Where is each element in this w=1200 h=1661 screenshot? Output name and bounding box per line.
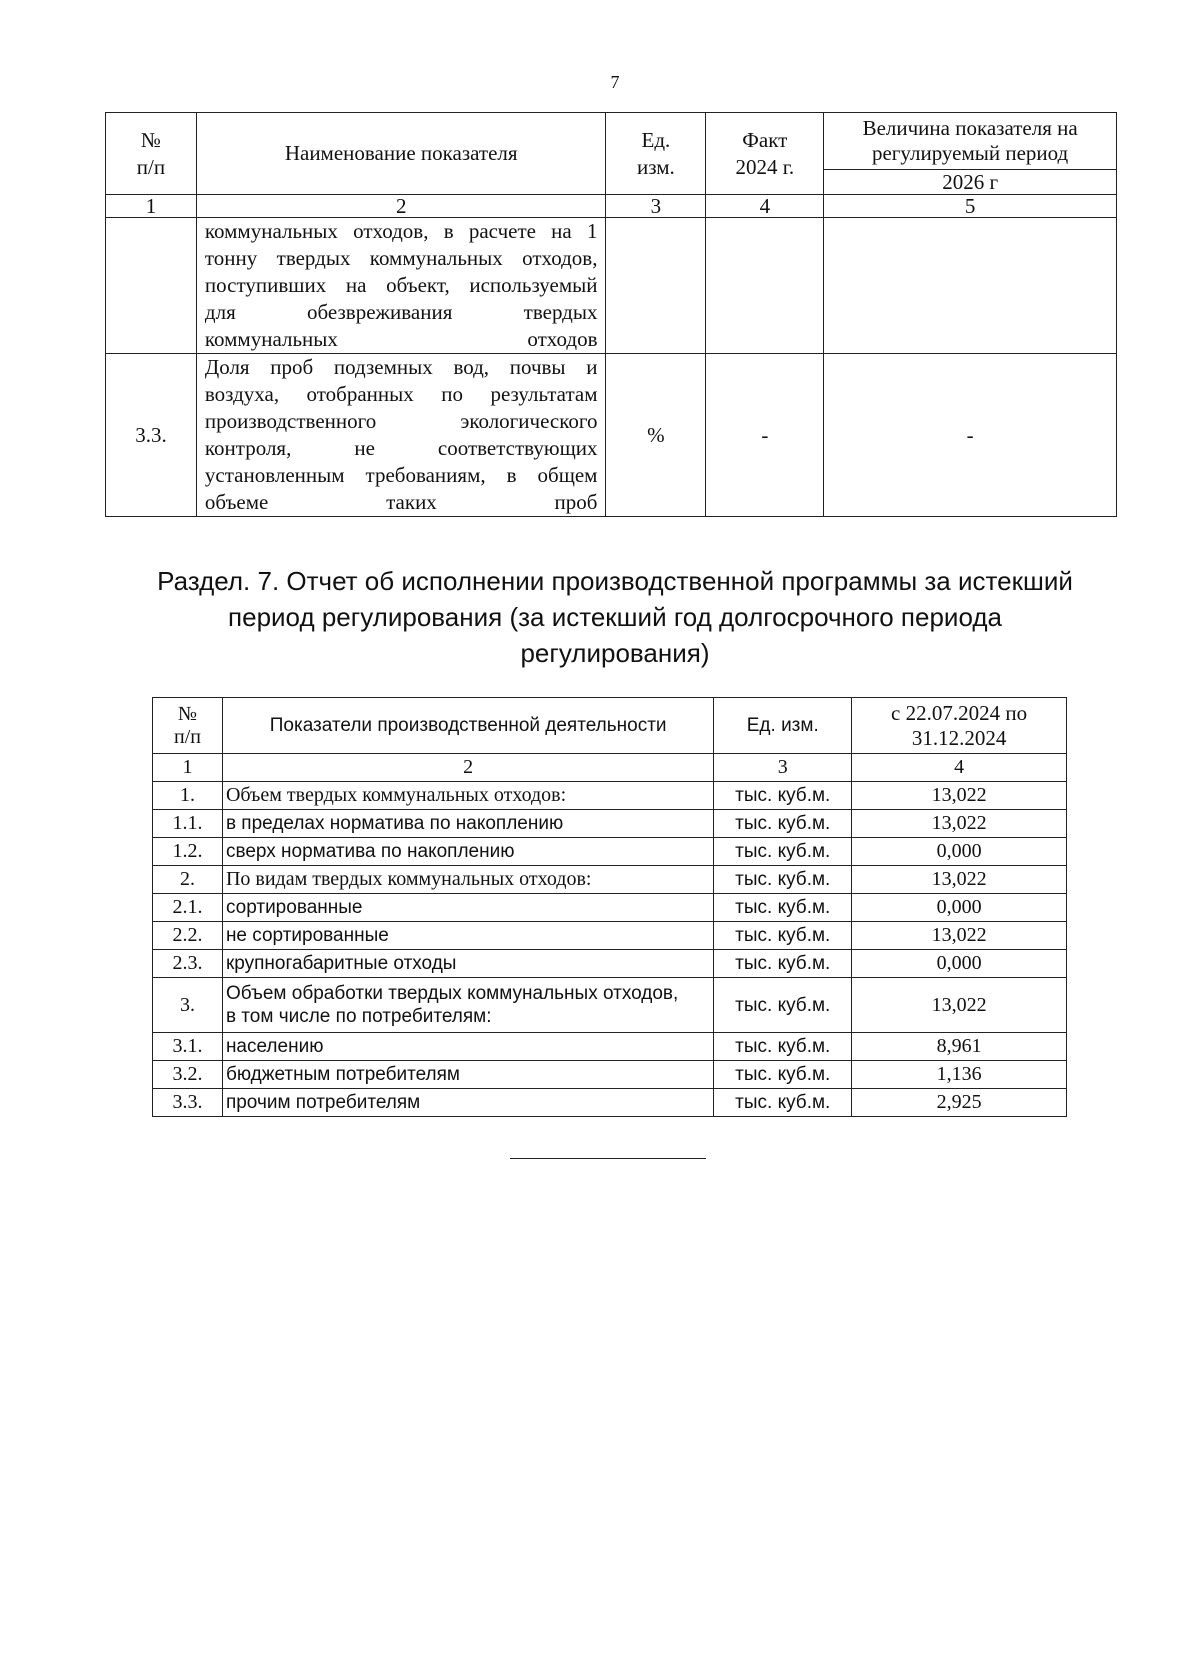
- header-year: 2026 г: [824, 170, 1117, 195]
- row-unit: тыс. куб.м.: [714, 1061, 852, 1089]
- row-num: 1.2.: [153, 838, 223, 866]
- row-num: 1.1.: [153, 810, 223, 838]
- header-value: Величина показателя на регулируемый период: [824, 113, 1117, 170]
- row-num: 3.: [153, 978, 223, 1033]
- section-title: Раздел. 7. Отчет об исполнении производственной программы за истекший период регулирования (за истекший год долгосрочного периода регулирования): [157, 566, 1073, 668]
- row-unit: тыс. куб.м.: [714, 894, 852, 922]
- column-number-row: [106, 195, 1117, 218]
- row-value: [824, 218, 1117, 354]
- row-unit: тыс. куб.м.: [714, 782, 852, 810]
- table-row: [153, 1033, 1067, 1061]
- row-name: бюджетным потребителям: [222, 1061, 713, 1089]
- row-num: 3.3.: [153, 1089, 223, 1117]
- row-name: сверх норматива по накоплению: [222, 838, 713, 866]
- row-unit: тыс. куб.м.: [714, 1033, 852, 1061]
- row-value: 2,925: [852, 1089, 1067, 1117]
- row-value: 8,961: [852, 1033, 1067, 1061]
- row-unit: %: [606, 354, 706, 517]
- row-name: населению: [222, 1033, 713, 1061]
- table-header-row: [106, 113, 1117, 170]
- row-name: не сортированные: [222, 922, 713, 950]
- row-name: Доля проб подземных вод, почвы и воздуха, отобранных по результатам производственного экологического контроля, не соответствующих установленным требованиям, в общем объеме таких проб: [196, 354, 606, 517]
- row-value: 0,000: [852, 838, 1067, 866]
- table-row: [153, 810, 1067, 838]
- row-value: 13,022: [852, 866, 1067, 894]
- row-unit: тыс. куб.м.: [714, 922, 852, 950]
- row-name: крупногабаритные отходы: [222, 950, 713, 978]
- row-unit: тыс. куб.м.: [714, 950, 852, 978]
- row-unit: тыс. куб.м.: [714, 1089, 852, 1117]
- row-num: 3.3.: [106, 354, 197, 517]
- separator-line: [510, 1158, 706, 1159]
- row-num: 1.: [153, 782, 223, 810]
- table-row: [153, 894, 1067, 922]
- table-row: [153, 1089, 1067, 1117]
- row-value: 13,022: [852, 810, 1067, 838]
- header-name: Наименование показателя: [196, 113, 606, 195]
- row-name: Объем твердых коммунальных отходов:: [222, 782, 713, 810]
- table-row: [153, 922, 1067, 950]
- row-unit: тыс. куб.м.: [714, 838, 852, 866]
- col-number: 2: [222, 754, 713, 782]
- table-header-row: [153, 698, 1067, 754]
- table-row: [153, 866, 1067, 894]
- row-num: 2.1.: [153, 894, 223, 922]
- row-unit: тыс. куб.м.: [714, 978, 852, 1033]
- row-value: 13,022: [852, 978, 1067, 1033]
- row-unit: тыс. куб.м.: [714, 810, 852, 838]
- table-row: [153, 1061, 1067, 1089]
- header-period: с 22.07.2024 по 31.12.2024: [852, 698, 1067, 754]
- page-number: 7: [610, 72, 620, 92]
- header-num: № п/п: [153, 698, 223, 754]
- row-fact: -: [706, 354, 824, 517]
- row-value: 0,000: [852, 950, 1067, 978]
- row-name: коммунальных отходов, в расчете на 1 тонну твердых коммунальных отходов, поступивших на объект, используемый для обезвреживания твердых коммунальных отходов: [196, 218, 606, 354]
- header-unit: Ед. изм.: [714, 698, 852, 754]
- row-num: [106, 218, 197, 354]
- indicators-table: [105, 112, 1117, 517]
- table-row: [153, 838, 1067, 866]
- col-number: 4: [706, 195, 824, 218]
- header-fact: Факт 2024 г.: [706, 113, 824, 195]
- column-number-row: [153, 754, 1067, 782]
- col-number: 3: [606, 195, 706, 218]
- table-row: [106, 354, 1117, 517]
- row-name: По видам твердых коммунальных отходов:: [222, 866, 713, 894]
- row-value: 0,000: [852, 894, 1067, 922]
- row-name: сортированные: [222, 894, 713, 922]
- row-value: 13,022: [852, 782, 1067, 810]
- col-number: 1: [106, 195, 197, 218]
- production-report-table: [152, 697, 1067, 1117]
- header-num: № п/п: [106, 113, 197, 195]
- row-unit: [606, 218, 706, 354]
- col-number: 2: [196, 195, 606, 218]
- header-name: Показатели производственной деятельности: [222, 698, 713, 754]
- row-num: 2.2.: [153, 922, 223, 950]
- table-row: [106, 218, 1117, 354]
- table-row: [153, 782, 1067, 810]
- row-value: -: [824, 354, 1117, 517]
- col-number: 5: [824, 195, 1117, 218]
- row-name: Объем обработки твердых коммунальных отходов, в том числе по потребителям:: [222, 978, 713, 1033]
- row-name: прочим потребителям: [222, 1089, 713, 1117]
- table-row: [153, 950, 1067, 978]
- row-value: 1,136: [852, 1061, 1067, 1089]
- table-row: [153, 978, 1067, 1033]
- col-number: 3: [714, 754, 852, 782]
- row-name: в пределах норматива по накоплению: [222, 810, 713, 838]
- row-num: 2.3.: [153, 950, 223, 978]
- row-num: 3.1.: [153, 1033, 223, 1061]
- row-unit: тыс. куб.м.: [714, 866, 852, 894]
- row-value: 13,022: [852, 922, 1067, 950]
- col-number: 4: [852, 754, 1067, 782]
- col-number: 1: [153, 754, 223, 782]
- row-num: 2.: [153, 866, 223, 894]
- row-fact: [706, 218, 824, 354]
- row-num: 3.2.: [153, 1061, 223, 1089]
- header-unit: Ед. изм.: [606, 113, 706, 195]
